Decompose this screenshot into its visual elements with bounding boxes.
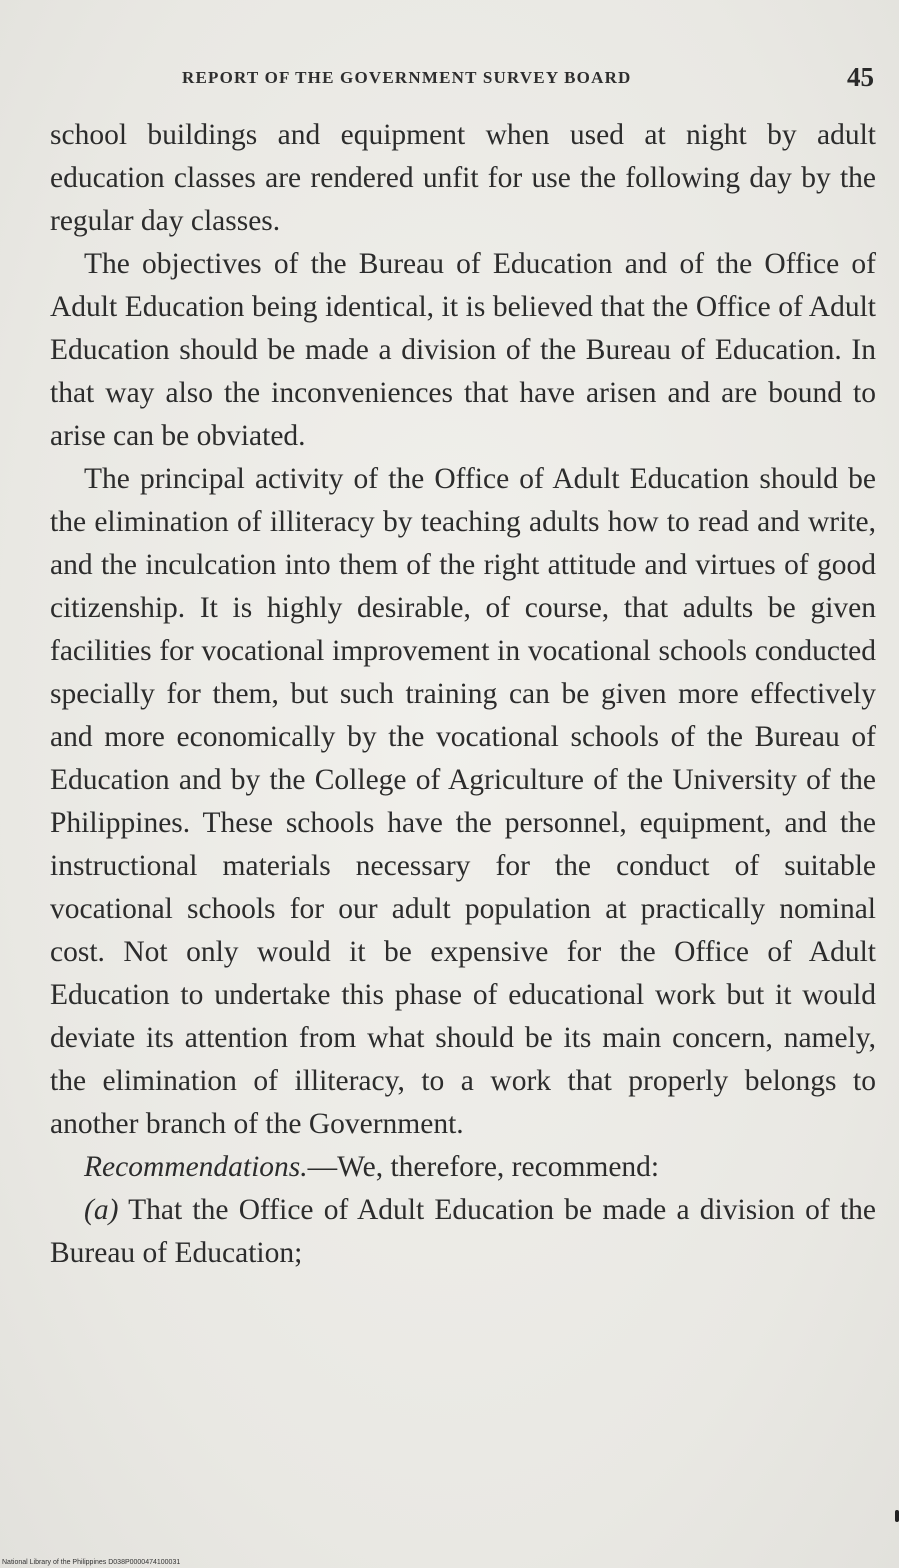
paragraph-recommendations — [50, 1146, 876, 1189]
item-letter: (a) — [84, 1194, 119, 1226]
paragraph-continuation: school buildings and equipment when used at night by adult education classes are rendered unfit for use the following day by the regular day classes. — [50, 119, 876, 237]
recommendations-label: Recommendations. — [84, 1151, 308, 1183]
paragraph-objectives: The objectives of the Bureau of Education and of the Office of Adult Education being identical, it is believed that the Office of Adult Education should be made a division of the Bureau of Education. In that way also the inconveniences that have arisen and are bound to arise can be obviated. — [50, 248, 876, 452]
recommendations-text: —We, therefore, recommend: — [307, 1151, 660, 1183]
item-text: That the Office of Adult Education be made a division of the Bureau of Education; — [50, 1194, 876, 1269]
paragraph-principal-activity: The principal activity of the Office of Adult Education should be the elimination of illiteracy by teaching adults how to read and write, and the inculcation into them of the right attitude and virtues of good citizenship. It is highly desirable, of course, that adults be given facilities for vocational improvement in vocational schools conducted specially for them, but such training can be given more effectively and more economically by the vocational schools of the Bureau of Education and by the College of Agriculture of the University of the Philippines. These schools have the personnel, equipment, and the instructional materials necessary for the conduct of suitable vocational schools for our adult population at practically nominal cost. Not only would it be expensive for the Office of Adult Education to undertake this phase of educational work but it would deviate its attention from what should be its main concern, namely, the elimination of illiteracy, to a work that properly belongs to another branch of the Government. — [50, 463, 876, 1140]
page-number: 45 — [847, 62, 874, 92]
page-header — [50, 62, 874, 102]
library-stamp: National Library of the Philippines D038P0000474100031 — [2, 1559, 181, 1566]
recommendation-item-a — [50, 1189, 876, 1275]
running-head: REPORT OF THE GOVERNMENT SURVEY BOARD — [182, 68, 632, 87]
scan-speck — [895, 1510, 899, 1522]
body-text — [50, 114, 876, 1275]
